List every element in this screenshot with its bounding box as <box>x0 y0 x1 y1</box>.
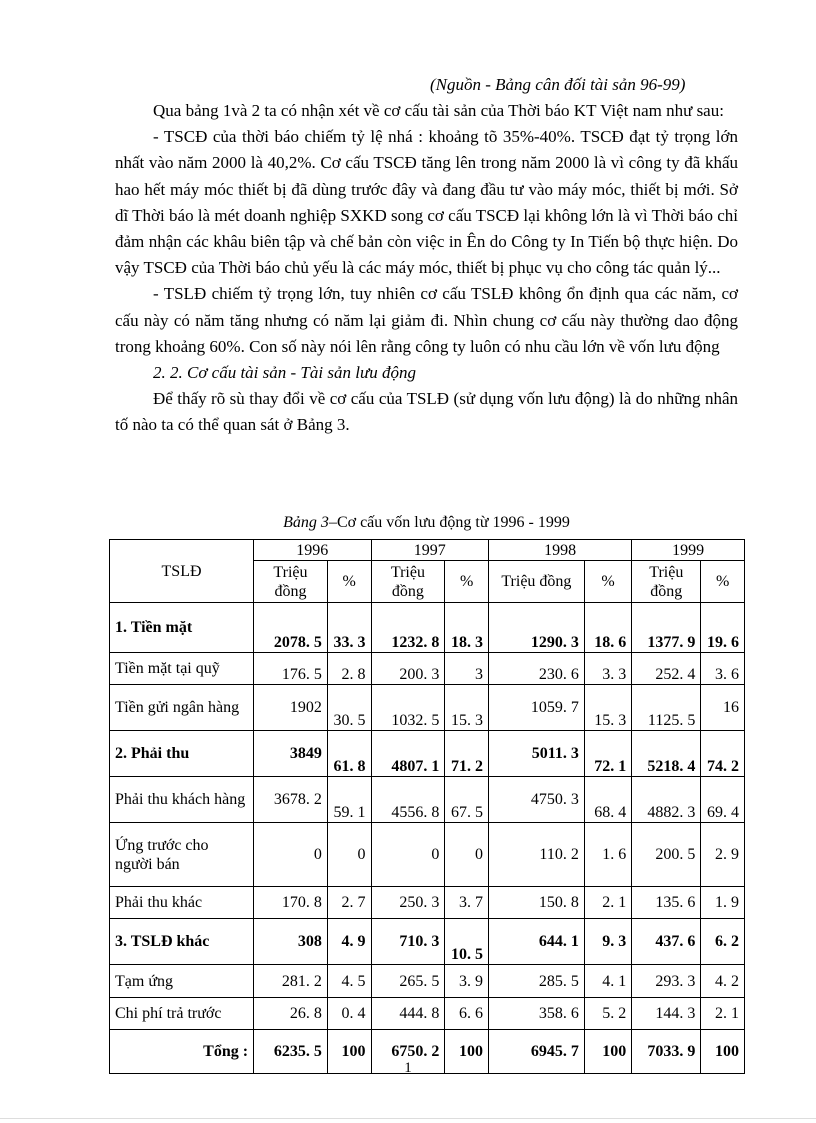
cell-pct: 100 <box>584 1030 631 1074</box>
table-row <box>110 887 745 919</box>
header-year-1997: 1997 <box>371 540 488 561</box>
cell-pct: 2. 8 <box>327 653 371 685</box>
cell-value: 170. 8 <box>254 887 328 919</box>
table-row <box>110 965 745 998</box>
cell-pct: 2. 9 <box>701 823 745 887</box>
header-year-1999: 1999 <box>632 540 745 561</box>
source-note: (Nguồn - Bảng cân đối tài sản 96-99) <box>430 75 686 94</box>
table-row <box>110 653 745 685</box>
cell-pct: 15. 3 <box>584 685 631 731</box>
header-unit: Triệu đồng <box>254 561 328 603</box>
row-label: 1. Tiền mặt <box>110 603 254 653</box>
cell-pct: 69. 4 <box>701 777 745 823</box>
cell-value: 250. 3 <box>371 887 445 919</box>
cell-pct: 67. 5 <box>445 777 489 823</box>
cell-pct: 30. 5 <box>327 685 371 731</box>
cell-pct: 6. 6 <box>445 998 489 1030</box>
table-caption <box>115 513 738 533</box>
cell-pct: 71. 2 <box>445 731 489 777</box>
row-label: Ứng trước cho người bán <box>110 823 254 887</box>
paragraph-tscd: - TSCĐ của thời báo chiếm tỷ lệ nhá : khoảng tõ 35%-40%. TSCĐ đạt tỷ trọng lớn nhất vào năm 2000 là 40,2%. Cơ cấu TSCĐ tăng lên trong năm 2000 là vì công ty đã khấu hao hết máy móc thiết bị đã dùng trước đây và đang đầu tư vào máy móc, thiết bị mới. Sở dĩ Thời báo là mét doanh nghiệp SXKD song cơ cấu TSCĐ lại không lớn là vì Thời báo chỉ đảm nhận các khâu biên tập và chế bản còn việc in Ên do Công ty In Tiến bộ thực hiện. Do vậy TSCĐ của Thời báo chủ yếu là các máy móc, thiết bị phục vụ cho công tác quản lý... <box>115 127 738 278</box>
cell-pct: 9. 3 <box>584 919 631 965</box>
cell-value: 4807. 1 <box>371 731 445 777</box>
cell-pct: 4. 1 <box>584 965 631 998</box>
cell-value: 144. 3 <box>632 998 701 1030</box>
header-tsld: TSLĐ <box>110 540 254 603</box>
cell-pct: 3 <box>445 653 489 685</box>
cell-value: 1377. 9 <box>632 603 701 653</box>
paragraph-table-intro: Để thấy rõ sù thay đổi về cơ cấu của TSLĐ (sử dụng vốn lưu động) là do những nhân tố nào ta có thể quan sát ở Bảng 3. <box>115 389 738 435</box>
cell-value: 3678. 2 <box>254 777 328 823</box>
cell-value: 1059. 7 <box>488 685 584 731</box>
cell-pct: 61. 8 <box>327 731 371 777</box>
cell-value: 281. 2 <box>254 965 328 998</box>
cell-value: 710. 3 <box>371 919 445 965</box>
cell-pct: 0. 4 <box>327 998 371 1030</box>
cell-pct: 18. 6 <box>584 603 631 653</box>
cell-pct: 19. 6 <box>701 603 745 653</box>
working-capital-table <box>109 539 745 1074</box>
cell-pct: 2. 7 <box>327 887 371 919</box>
cell-value: 437. 6 <box>632 919 701 965</box>
cell-value: 293. 3 <box>632 965 701 998</box>
cell-value: 1290. 3 <box>488 603 584 653</box>
cell-value: 1232. 8 <box>371 603 445 653</box>
row-label: Tạm ứng <box>110 965 254 998</box>
cell-value: 2078. 5 <box>254 603 328 653</box>
header-pct: % <box>445 561 489 603</box>
cell-value: 285. 5 <box>488 965 584 998</box>
cell-pct: 1. 6 <box>584 823 631 887</box>
cell-pct: 2. 1 <box>584 887 631 919</box>
cell-pct: 0 <box>327 823 371 887</box>
cell-pct: 4. 2 <box>701 965 745 998</box>
cell-pct: 74. 2 <box>701 731 745 777</box>
row-label: 3. TSLĐ khác <box>110 919 254 965</box>
cell-pct: 6. 2 <box>701 919 745 965</box>
cell-value: 230. 6 <box>488 653 584 685</box>
row-label: Tiền gửi ngân hàng <box>110 685 254 731</box>
table-row <box>110 603 745 653</box>
cell-value: 4750. 3 <box>488 777 584 823</box>
table-row <box>110 731 745 777</box>
cell-value: 150. 8 <box>488 887 584 919</box>
table-row <box>110 685 745 731</box>
cell-pct: 5. 2 <box>584 998 631 1030</box>
paragraph-intro: Qua bảng 1và 2 ta có nhận xét về cơ cấu tài sản của Thời báo KT Việt nam như sau: <box>153 101 724 120</box>
cell-pct: 100 <box>445 1030 489 1074</box>
cell-value: 265. 5 <box>371 965 445 998</box>
cell-value: 7033. 9 <box>632 1030 701 1074</box>
cell-value: 1032. 5 <box>371 685 445 731</box>
header-pct: % <box>327 561 371 603</box>
row-label: Phải thu khác <box>110 887 254 919</box>
cell-value: 1902 <box>254 685 328 731</box>
cell-pct: 3. 3 <box>584 653 631 685</box>
cell-pct: 4. 9 <box>327 919 371 965</box>
row-label: Chi phí trả trước <box>110 998 254 1030</box>
cell-value: 1125. 5 <box>632 685 701 731</box>
header-pct: % <box>701 561 745 603</box>
cell-pct: 16 <box>701 685 745 731</box>
cell-value: 135. 6 <box>632 887 701 919</box>
cell-value: 4556. 8 <box>371 777 445 823</box>
table-row <box>110 919 745 965</box>
cell-value: 444. 8 <box>371 998 445 1030</box>
paragraph-tsld: - TSLĐ chiếm tỷ trọng lớn, tuy nhiên cơ cấu TSLĐ không ổn định qua các năm, cơ cấu này có năm tăng nhưng có năm lại giảm đi. Nhìn chung cơ cấu này thường dao động trong khoảng 60%. Con số này nói lên rằng công ty luôn có nhu cầu lớn về vốn lưu động <box>115 284 738 356</box>
cell-pct: 68. 4 <box>584 777 631 823</box>
cell-value: 3849 <box>254 731 328 777</box>
header-unit: Triệu đồng <box>371 561 445 603</box>
cell-pct: 59. 1 <box>327 777 371 823</box>
cell-value: 5218. 4 <box>632 731 701 777</box>
cell-pct: 0 <box>445 823 489 887</box>
cell-pct: 3. 7 <box>445 887 489 919</box>
row-label: Tiền mặt tại quỹ <box>110 653 254 685</box>
cell-value: 358. 6 <box>488 998 584 1030</box>
footer-divider <box>0 1118 816 1119</box>
cell-pct: 33. 3 <box>327 603 371 653</box>
cell-pct: 100 <box>327 1030 371 1074</box>
cell-pct: 72. 1 <box>584 731 631 777</box>
header-unit: Triệu đồng <box>632 561 701 603</box>
row-label-total: Tổng : <box>110 1030 254 1074</box>
table-caption-label: Bảng 3 <box>283 514 329 531</box>
cell-value: 26. 8 <box>254 998 328 1030</box>
cell-pct: 100 <box>701 1030 745 1074</box>
table-caption-text: –Cơ cấu vốn lưu động từ 1996 - 1999 <box>328 514 570 531</box>
section-heading: 2. 2. Cơ cấu tài sản - Tài sản lưu động <box>153 363 416 383</box>
cell-pct: 1. 9 <box>701 887 745 919</box>
cell-pct: 18. 3 <box>445 603 489 653</box>
cell-pct: 3. 9 <box>445 965 489 998</box>
header-unit: Triệu đồng <box>488 561 584 603</box>
table-row <box>110 998 745 1030</box>
cell-value: 308 <box>254 919 328 965</box>
cell-value: 200. 5 <box>632 823 701 887</box>
table-row <box>110 777 745 823</box>
cell-value: 5011. 3 <box>488 731 584 777</box>
cell-value: 6750. 2 <box>371 1030 445 1074</box>
header-pct: % <box>584 561 631 603</box>
row-label: 2. Phải thu <box>110 731 254 777</box>
cell-pct: 10. 5 <box>445 919 489 965</box>
cell-value: 110. 2 <box>488 823 584 887</box>
body-text <box>115 98 738 439</box>
cell-value: 4882. 3 <box>632 777 701 823</box>
cell-value: 6235. 5 <box>254 1030 328 1074</box>
cell-value: 176. 5 <box>254 653 328 685</box>
cell-value: 0 <box>254 823 328 887</box>
header-year-1998: 1998 <box>488 540 631 561</box>
cell-pct: 15. 3 <box>445 685 489 731</box>
table-row <box>110 823 745 887</box>
cell-pct: 3. 6 <box>701 653 745 685</box>
cell-value: 252. 4 <box>632 653 701 685</box>
cell-value: 644. 1 <box>488 919 584 965</box>
cell-pct: 2. 1 <box>701 998 745 1030</box>
page-number: 1 <box>404 1060 412 1076</box>
row-label: Phải thu khách hàng <box>110 777 254 823</box>
cell-value: 200. 3 <box>371 653 445 685</box>
cell-value: 6945. 7 <box>488 1030 584 1074</box>
cell-pct: 4. 5 <box>327 965 371 998</box>
header-year-1996: 1996 <box>254 540 371 561</box>
cell-value: 0 <box>371 823 445 887</box>
